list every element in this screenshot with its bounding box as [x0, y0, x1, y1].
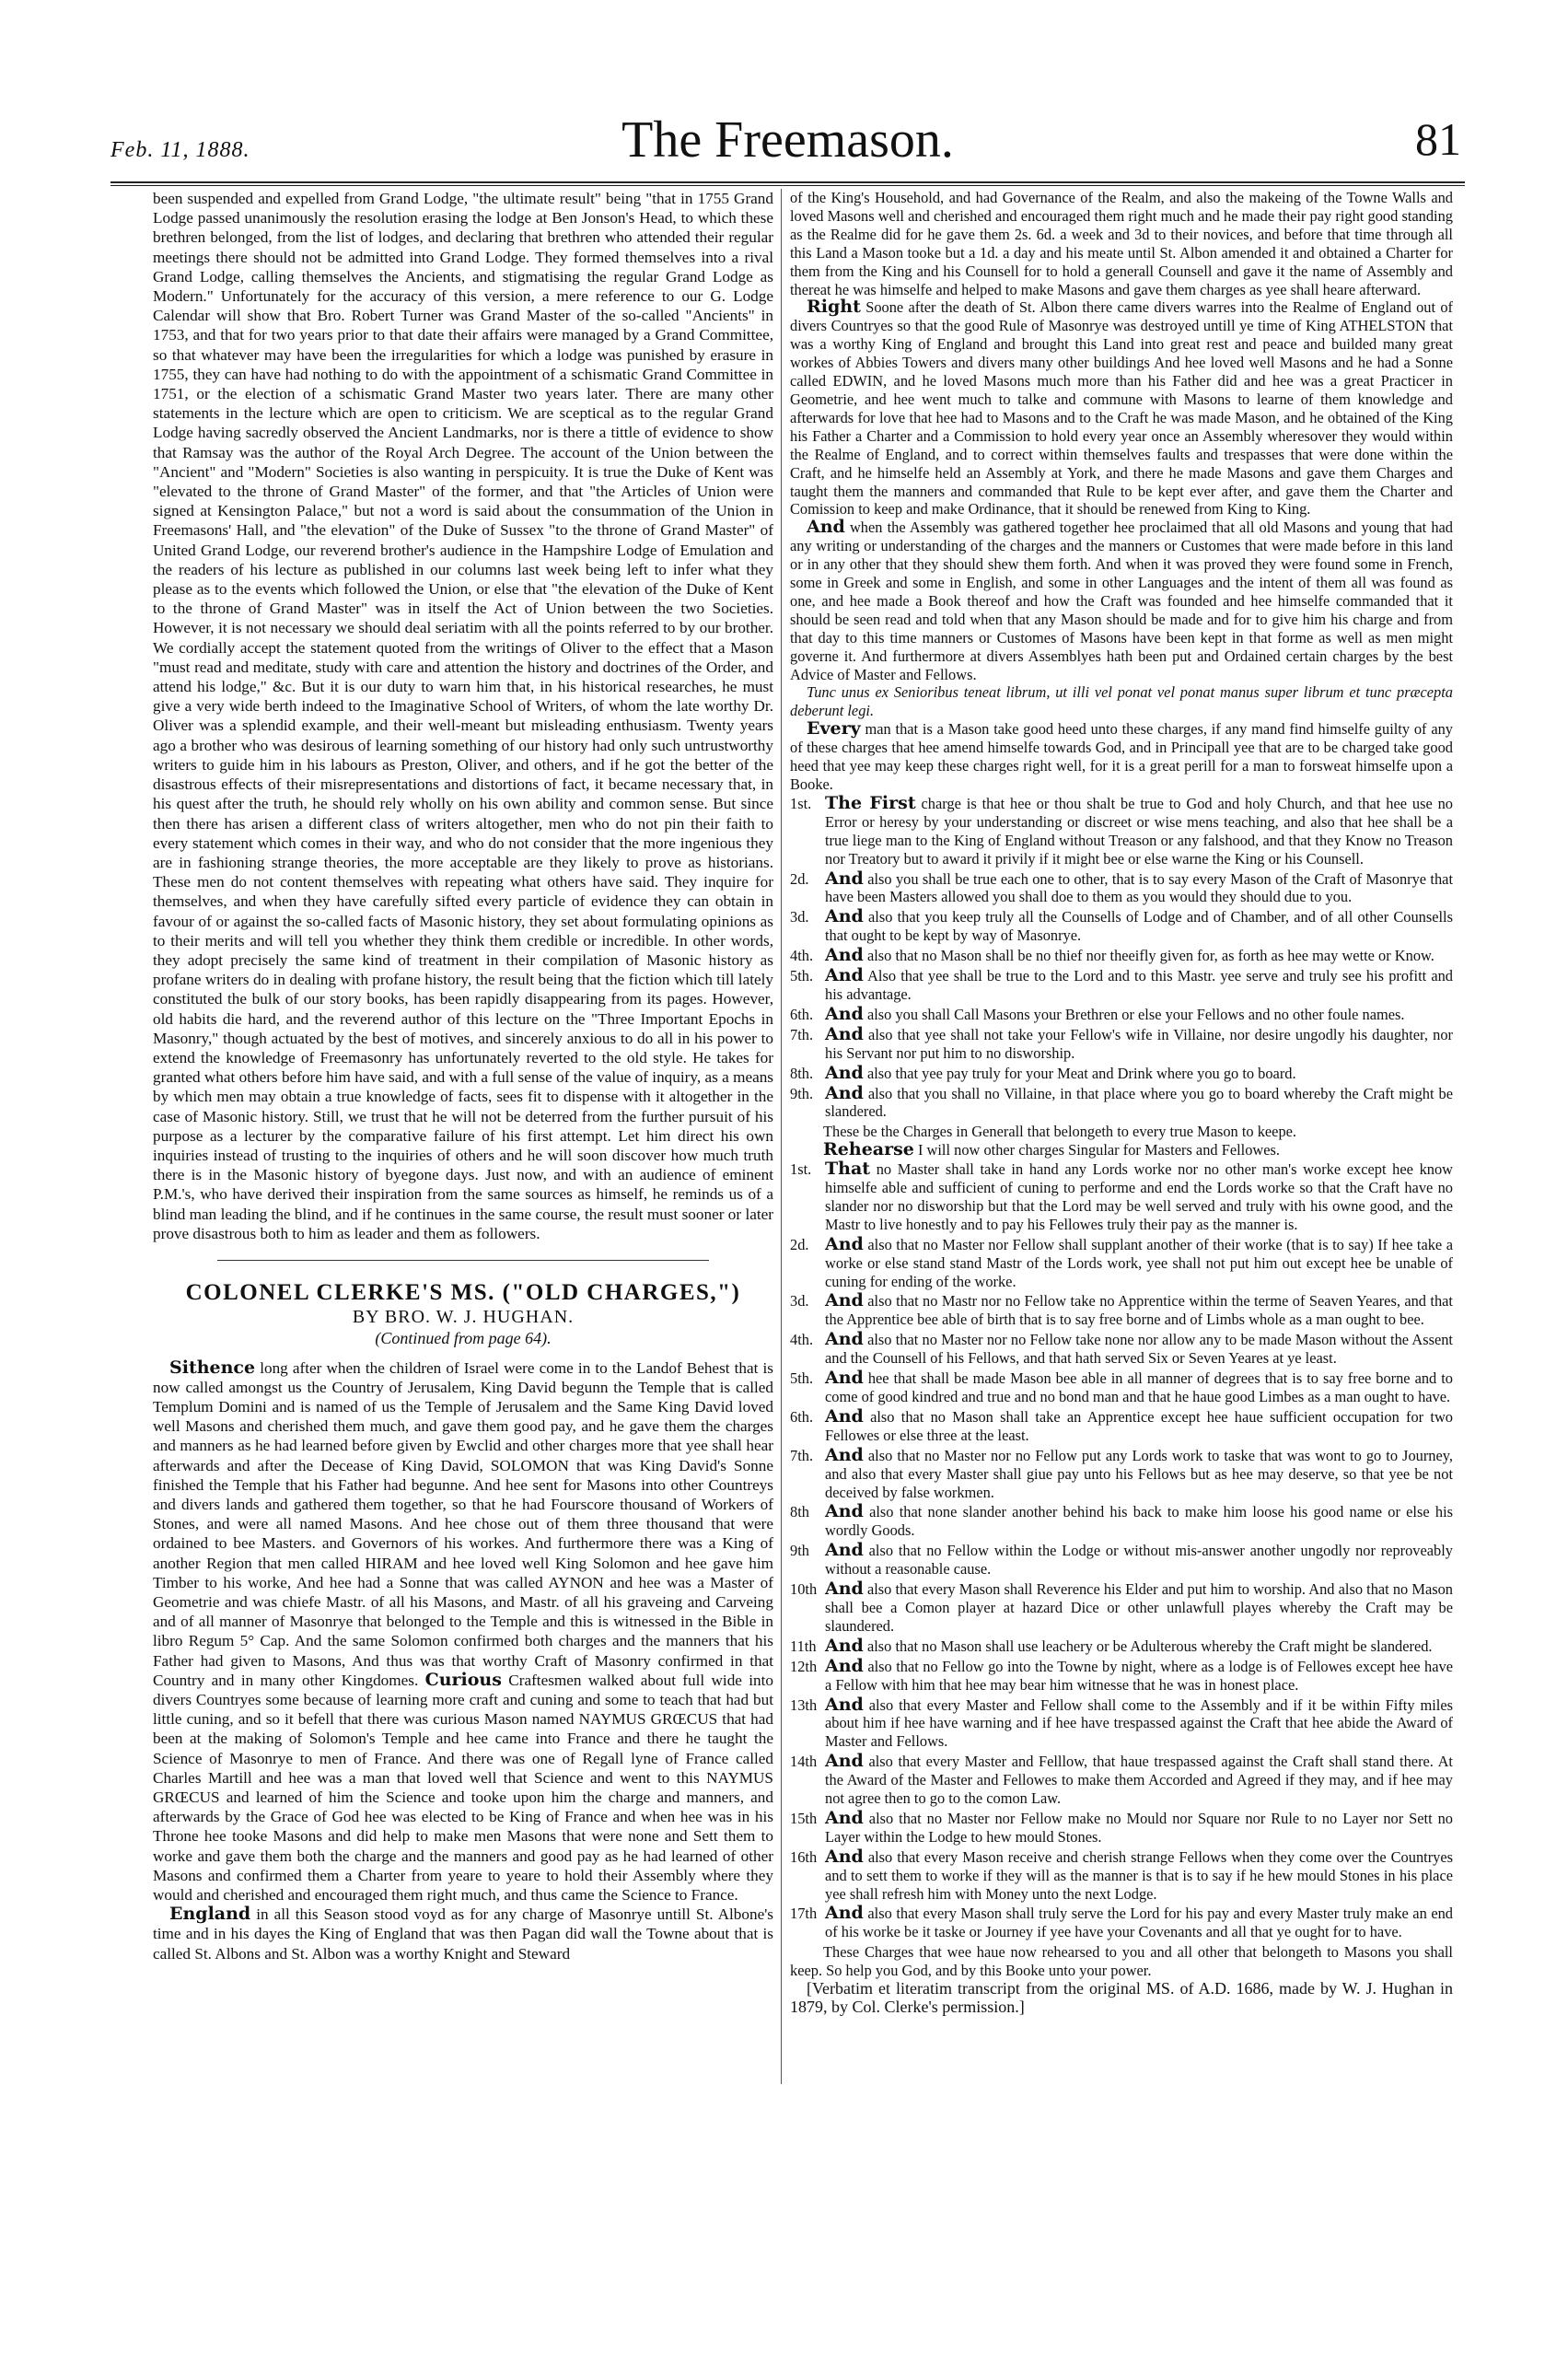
singular-charges-list: [790, 1160, 1453, 1941]
article-byline: BY BRO. W. J. HUGHAN.: [352, 1307, 575, 1328]
charge-body: charge is that hee or thou shalt be true to God and holy Church, and that hee use no Error or heresy by your understanding or discreet or wise mens teaching, and also that hee shall be a true liege man to the King of England without Treason or any falshood, and that they Know no Treason nor Treatory but to award it privily if it might bee or else warne the King or his Counsell.: [825, 794, 1453, 868]
charge-item: [790, 1292, 1453, 1329]
charge-item: [790, 1369, 1453, 1406]
charge-number: 9th: [790, 1542, 809, 1560]
page-number: 81: [1415, 113, 1461, 165]
charge-text: [825, 1807, 1453, 1847]
charge-text: [825, 792, 1453, 868]
charge-item: [790, 792, 1453, 868]
charge-body: also that no Master nor no Fellow put any Lords work to taske that was wont to go to Journey, and also that every Master shall giue pay unto his Fellows but as hee may deserve, so that yee be not deceived by false workmen.: [825, 1446, 1453, 1501]
charge-item: [790, 1503, 1453, 1540]
charge-item: [790, 1580, 1453, 1636]
charge-body: also that every Mason receive and cherish strange Fellows when they come over the Countryes and to sett them to worke if they will as the manner is that is to say if he hew mould Stones in his place yee shall refresh him with Money unto the next Lodge.: [825, 1847, 1453, 1903]
article-title: COLONEL CLERKE'S MS. ("OLD CHARGES,"): [185, 1279, 741, 1305]
ms-paragraph-text: I will now other charges Singular for Masters and Fellowes.: [913, 1141, 1280, 1159]
charge-body: also that no Mason shall be no thief nor theeifly given for, as forth as hee may wette or Know.: [863, 947, 1434, 965]
ms-paragraph-text: man that is a Mason take good heed unto these charges, if any mand find himselfe guilty of any of these charges that hee amend himselfe towards God, and in Principall yee that are to be charged take good heed that yee may keep these charges right well, for it is a great perill for a man to forsweat himselfe upon a Booke.: [790, 720, 1453, 793]
charge-body: also that you shall no Villaine, in that place where you go to board whereby the Craft might be slandered.: [825, 1084, 1453, 1121]
masthead-rule-thin: [110, 185, 1465, 186]
charge-number: 3d.: [790, 908, 809, 926]
continued-note: (Continued from page 64).: [375, 1329, 552, 1348]
charge-item: [790, 967, 1453, 1004]
charge-item: [790, 1753, 1453, 1808]
charge-text: [825, 1331, 1453, 1368]
charge-number: 11th: [790, 1637, 817, 1655]
charge-number: 8th.: [790, 1064, 814, 1082]
charge-body: also that you keep truly all the Counsells of Lodge and of Chamber, and of all other Counsells that ought to be kept by way of Masonrye.: [825, 908, 1453, 945]
blackletter-lead: And: [825, 906, 864, 927]
charge-body: also that every Master and Felllow, that haue trespassed against the Craft shall stand there. At the Award of the Master and Fellowes to make them Accorded and Agreed if they may, and if hee may not agree then to go to the comon Law.: [825, 1753, 1453, 1808]
newspaper-title: The Freemason.: [621, 111, 954, 169]
charge-number: 4th.: [790, 1331, 814, 1349]
charge-body: also that no Mason shall take an Apprentice except hee haue sufficient occupation for two Fellowes or else three at the least.: [825, 1407, 1453, 1444]
charge-number: 17th: [790, 1905, 818, 1923]
charge-number: 5th.: [790, 1369, 814, 1388]
charge-number: 5th.: [790, 967, 814, 985]
ms-paragraph-text: in all this Season stood voyd as for any charge of Masonrye untill St. Albone's time and in his dayes the King of England that was then Pagan did wall the Towne about that is called St. Albons and St. Albon was a worthy Knight and Steward: [153, 1905, 773, 1963]
charge-text: [825, 1003, 1453, 1024]
charge-item: [790, 1444, 1453, 1502]
charge-body: also that no Fellow go into the Towne by night, where as a lodge is of Fellowes except hee have a Fellow with him that hee may bear him witnesse that he was in honest place.: [825, 1657, 1453, 1694]
right-column: [790, 189, 1453, 2086]
latin-rubric: Tunc unus ex Senioribus teneat librum, ut illi vel ponat vel ponat manus super librum et tunc præcepta deberunt legi.: [790, 683, 1453, 720]
blackletter-lead: And: [825, 945, 864, 966]
blackletter-lead: And: [825, 1540, 864, 1561]
blackletter-lead: And: [825, 868, 864, 889]
charge-text: [825, 1062, 1453, 1083]
ms-paragraph-text: when the Assembly was gathered together hee proclaimed that all old Masons and young that had any writing or understanding of the charges and the manners or Customes that were made before in this land or in any other that they should shew them forth. And when it was proved they were found some in French, some in Greek and some in English, and some in other Languages and the intent of them all was found as one, and hee made a Book thereof and how the Craft was founded and hee himselfe commanded that it should be seen read and told when that any Mason should be made and for to give him his charge and from that day to this time manners or Customes of Masons have been kept in that forme as well as men might governe it. And furthermore at divers Assemblyes hath been put and Ordained certain charges by the best Advice of Master and Fellows.: [790, 518, 1453, 683]
charge-item: [790, 870, 1453, 907]
charge-number: 6th.: [790, 1407, 814, 1426]
charge-text: [825, 1637, 1453, 1656]
charge-body: also that every Mason shall Reverence his Elder and put him to worship. And also that no Mason shall bee a Comon player at hazard Dice or other unlawfull playes whereby the Craft may be slaundered.: [825, 1580, 1453, 1635]
charge-number: 8th: [790, 1503, 809, 1521]
ms-paragraph: [790, 518, 1453, 683]
issue-date: Feb. 11, 1888.: [110, 138, 250, 162]
charge-number: 6th.: [790, 1005, 814, 1023]
charge-text: [825, 947, 1453, 965]
charge-text: [825, 1160, 1453, 1234]
general-charges-note: These be the Charges in Generall that belongeth to every true Mason to keepe.: [823, 1123, 1297, 1141]
left-column: [153, 189, 773, 2095]
charge-item: [790, 1542, 1453, 1579]
charge-number: 15th: [790, 1809, 818, 1827]
charge-item: [790, 1807, 1453, 1847]
charge-text: [825, 1753, 1453, 1808]
general-charges-list: [790, 792, 1453, 1121]
blackletter-lead: The First: [825, 792, 916, 813]
ms-paragraph-text: of the King's Household, and had Governance of the Realm, and also the makeing of the Towne Walls and loved Masons well and cherished and encouraged them right much and he made their pay right good standing as the Realme did for he gave them 2s. 6d. a week and 3d to their novices, and before that time through all this Land a Mason tooke but a 1d. a day and his meate until St. Albon amended it and obtained a Charter for them from the King and his Counsell for to hold a generall Counsell and gave it the name of Assembly and thereat he was himselfe and helped to make Masons and gave them charges as yee shall heare afterward.: [790, 189, 1453, 298]
ms-paragraph-text: Soone after the death of St. Albon there came divers warres into the Realme of England out of divers Countryes so that the good Rule of Masonrye was destroyed untill ye time of King ATHELSTON that was a worthy King of England and brought this Land into great rest and peace and builded many great workes of Abbies Towers and divers many other buildings And hee loved well Masons and he had a Sonne called EDWIN, and he loved Masons much more than his Father did and hee was a great Practicer in Geometrie, and hee went much to talke and commune with Masons to learne of them knowledge and afterwards for love that hee had to Masons and to the Craft he was made Mason, and he obtained of the King his Father a Charter and a Commission to hold every year once an Assembly wheresover they would within the Realme of England, and to correct within themselves faults and trespasses that were done within the Craft, and he himselfe held an Assembly at York, and there he made Masons and gave them Charges and taught them the manners and commanded that Rule to be kept ever after, and gave them the Charter and Comission to keep and make Ordinance, that it should be renewed from King to King.: [790, 298, 1453, 518]
charge-item: [790, 1003, 1453, 1024]
charge-item: [790, 1848, 1453, 1904]
charge-body: also that no Master nor no Fellow take none nor allow any to be made Mason without the Assent and the Counsell of his Fellows, and that hath served Six or Seven Yeares at ye least.: [825, 1331, 1453, 1368]
rehearse-paragraph: [790, 1141, 1453, 1159]
charge-item: [790, 1637, 1453, 1656]
charge-text: [825, 1848, 1453, 1904]
charge-body: also that no Master nor Fellow make no Mould nor Square nor Rule to no Layer nor Sett no Layer within the Lodge to hew mould Stones.: [825, 1809, 1453, 1846]
charge-number: 13th: [790, 1695, 818, 1714]
ms-paragraph: [153, 1358, 773, 1905]
charge-text: [825, 1503, 1453, 1540]
charge-text: [825, 908, 1453, 945]
blackletter-lead: And: [807, 517, 845, 538]
charge-item: [790, 1655, 1453, 1695]
masthead-rule: [110, 181, 1465, 183]
charge-item: [790, 1905, 1453, 1941]
charge-body: hee that shall be made Mason bee able in all manner of degrees that is to say free borne and to come of good kindred and true and no bond man and that he haue good Limbes as a man ought to have.: [825, 1369, 1453, 1405]
charge-item: [790, 1062, 1453, 1083]
charge-text: [825, 1369, 1453, 1406]
blackletter-lead: And: [825, 1233, 864, 1254]
blackletter-lead: And: [825, 1635, 864, 1656]
charge-body: also that no Mason shall use leachery or be Adulterous whereby the Craft might be slandered.: [863, 1637, 1433, 1655]
charge-number: 1st.: [790, 1160, 812, 1179]
blackletter-lead: England: [169, 1904, 251, 1925]
charge-text: [825, 1444, 1453, 1502]
charge-number: 14th: [790, 1753, 818, 1771]
charge-number: 16th: [790, 1847, 818, 1866]
charge-number: 3d.: [790, 1292, 809, 1311]
charge-body: also that yee shall not take your Fellow's wife in Villaine, nor desire ungodly his daughter, nor his Servant nor put him to no disworship.: [825, 1025, 1453, 1062]
blackletter-lead: That: [825, 1159, 871, 1180]
charge-body: also you shall be true each one to other, that is to say every Mason of the Craft of Masonrye that have been Masters allowed you shall doe to them as you would they should due to you.: [825, 869, 1453, 906]
charge-number: 9th.: [790, 1084, 814, 1102]
ms-paragraph-text: Craftesmen walked about full wide into divers Countryes some because of learning more craft and cuning and some to teach that had but little cuning, and so it befell that there was curious Mason named NAYMUS GRŒCUS that had been at the making of Solomon's Temple and hee came into France and there he taught the Science of Masonrye to men of France. And there was one of Regall lyne of France called Charles Martill and hee was a man that loved well that Science and went to this NAYMUS GRŒCUS and learned of him the Science and tooke upon him the charge and manners, and afterwards by the Grace of God hee was elected to be King of France and when hee was in his Throne hee tooke Masons and did help to make men Masons that were none and Sett them to worke and gave them both the charge and the manners and good pay as he had learned of other Masons and confirmed them a Charter from yeare to yeare to hold their Assembly where they would and cherished and encouraged them right much, and thus came the Science to France.: [153, 1671, 773, 1905]
blackletter-lead: And: [825, 1807, 864, 1828]
charge-item: [790, 1331, 1453, 1368]
blackletter-lead: And: [825, 1846, 864, 1867]
blackletter-lead: And: [825, 1023, 864, 1044]
blackletter-lead: And: [825, 1501, 864, 1522]
charge-text: [825, 1023, 1453, 1063]
blackletter-lead: And: [825, 1903, 864, 1924]
charge-body: no Master shall take in hand any Lords worke nor no other man's worke except hee know himselfe able and sufficient of cuning to performe and end the Lords worke so that the Craft have no slander nor no disworship but that the Lord may be well served and truly with his owne good, and the Mastr to live honestly and to pay his Fellowes truly their pay as the manner is.: [825, 1160, 1453, 1233]
blackletter-lead: Every: [807, 718, 861, 740]
charge-item: [790, 908, 1453, 945]
charge-text: [825, 1905, 1453, 1941]
blackletter-lead: And: [825, 965, 864, 986]
charge-text: [825, 1542, 1453, 1579]
blackletter-lead: Sithence: [169, 1357, 256, 1378]
charge-text: [825, 1655, 1453, 1695]
ms-paragraph: [790, 298, 1453, 518]
charge-body: also you shall Call Masons your Brethren or else your Fellows and no other foule names.: [863, 1005, 1405, 1023]
blackletter-lead: And: [825, 1003, 864, 1024]
charge-body: also that none slander another behind his back to make him loose his good name or else his wordly Goods.: [825, 1503, 1453, 1540]
blackletter-lead: Curious: [424, 1669, 502, 1690]
ms-paragraph-text: long after when the children of Israel were come in to the Landof Behest that is now called amongst us the Country of Jerusalem, King David begunn the Temple that is called Templum Domini and is named of us the Temple of Jerusalem and the Same King David loved well Masons and cherished them much, and gave them good pay, and he gave them the charges and manners as he had learned before given by Ewclid and other charges more that yee shall hear afterwards and after the Decease of King David, SOLOMON that was King David's Sonne finished the Temple that his Father had begunne. And hee sent for Masons into other Countreys and divers lands and gathered them together, so that he had Fourscore thousand of Workers of Stones, and were all named Masons. And hee chose out of them three thousand that were ordained to bee Masters. and Governors of his workes. And furthermore there was a King of another Region that men called HIRAM and hee loved well King Solomon and hee gave him Timber to his worke, And hee had a Sonne that was called AYNON and hee was a Master of Geometrie and was chiefe Mastr. of all his Masons, and Mastr. of all his graveing and Carveing and of all manner of Masonrye that belonged to the Temple and this is witnessed in the Bible in libro Regum 5° Cap. And the same Solomon confirmed both charges and the manners that his Father had given to Masons, And thus was that worthy Craft of Masonry confirmed in that Country and in many other Kingdomes.: [153, 1358, 773, 1689]
ms-paragraph: [790, 189, 1453, 298]
every-paragraph: [790, 720, 1453, 794]
charge-body: also that no Master nor Fellow shall supplant another of their worke (that is to say) If hee take a worke or else stand stand Mastr of the Lords work, yee shall not put him out except hee be unable of cuning for ending of the worke.: [825, 1235, 1453, 1290]
blackletter-lead: And: [825, 1655, 864, 1676]
charge-number: 2d.: [790, 1235, 809, 1253]
blackletter-lead: And: [825, 1694, 864, 1715]
transcript-note: [Verbatim et literatim transcript from the original MS. of A.D. 1686, made by W. J. Hughan in 1879, by Col. Clerke's permission.]: [790, 1979, 1453, 2016]
blackletter-lead: And: [825, 1290, 864, 1311]
charge-item: [790, 1160, 1453, 1234]
charge-text: [825, 1292, 1453, 1329]
charge-body: also that every Master and Fellow shall come to the Assembly and if it be within Fifty miles about him if hee have warning and if hee have trespassed against the Craft that hee abide the Award of Master and Fellows.: [825, 1695, 1453, 1751]
blackletter-lead: And: [825, 1751, 864, 1772]
charge-text: [825, 1082, 1453, 1122]
charge-body: also that yee pay truly for your Meat and Drink where you go to board.: [863, 1064, 1296, 1082]
blackletter-lead: And: [825, 1444, 864, 1465]
charge-number: 7th.: [790, 1025, 814, 1043]
blackletter-lead: And: [825, 1329, 864, 1350]
charge-text: [825, 1696, 1453, 1752]
ms-paragraph: [153, 1905, 773, 1963]
charge-item: [790, 1082, 1453, 1122]
charge-item: [790, 1405, 1453, 1445]
charge-body: Also that yee shall be true to the Lord and to this Mastr. yee serve and truly see his profitt and his advantage.: [825, 967, 1453, 1003]
article-separator: [217, 1260, 709, 1261]
charge-number: 10th: [790, 1580, 818, 1599]
charge-text: [825, 1233, 1453, 1291]
charge-number: 4th.: [790, 947, 814, 965]
charge-item: [790, 947, 1453, 965]
charge-text: [825, 870, 1453, 907]
charge-number: 7th.: [790, 1446, 814, 1464]
blackletter-lead: And: [825, 1062, 864, 1083]
charge-number: 12th: [790, 1657, 818, 1675]
charge-text: [825, 967, 1453, 1004]
column-divider: [781, 189, 782, 2084]
charge-text: [825, 1580, 1453, 1636]
blackletter-lead: And: [825, 1405, 864, 1427]
blackletter-lead: Right: [807, 297, 861, 318]
blackletter-lead: And: [825, 1082, 864, 1103]
charge-item: [790, 1233, 1453, 1291]
blackletter-lead: Rehearse: [823, 1139, 914, 1160]
blackletter-lead: And: [825, 1579, 864, 1600]
charge-text: [825, 1405, 1453, 1445]
charge-body: also that every Mason shall truly serve the Lord for his pay and every Master truly make an end of his worke be it taske or Journey if yee have your Covenants and all that ye ought for to have.: [825, 1905, 1453, 1941]
charge-body: also that no Fellow within the Lodge or without mis-answer another ungodly nor reproveably without a reasonable cause.: [825, 1542, 1453, 1579]
editorial-paragraph: been suspended and expelled from Grand Lodge, "the ultimate result" being "that in 1755 Grand Lodge passed unanimously the resolution erasing the lodge at Ben Jonson's Head, to which these brethren belonged, from the list of lodges, and declaring that brethren who attended their regular meetings there should not be admitted into Grand Lodge. They formed themselves into a rival Grand Lodge, calling themselves the Ancients, and stigmatising the regular Grand Lodge as Modern." Unfortunately for the accuracy of this version, a mere reference to our G. Lodge Calendar will show that Bro. Robert Turner was Grand Master of the so-called "Ancients" in 1753, and that for two years prior to that date their affairs were managed by a Grand Committee, so that whatever may have been the irregularities for which a lodge was punished by erasure in 1755, they can have had nothing to do with the appointment of a schismatic Grand Committee in 1751, or the election of a schismatic Grand Master two years later. There are many other statements in the lecture which are open to criticism. We are sceptical as to the regular Grand Lodge having sacredly observed the Ancient Landmarks, nor is there a tittle of evidence to show that Ramsay was the author of the Royal Arch Degree. The account of the Union between the "Ancient" and "Modern" Societies is also wanting in perspicuity. It is true the Duke of Kent was "elevated to the throne of Grand Master" of the former, and that "the Articles of Union were signed at Kensington Palace," but not a word is said about the consummation of the Union in Freemasons' Hall, and "the elevation" of the Duke of Sussex "to the throne of Grand Master" of United Grand Lodge, our reverend brother's audience in the Hampshire Lodge of Emulation and the readers of his lecture as published in our columns last week being left to infer what they please as to the events which followed the Union, or else that "the elevation of the Duke of Kent to the throne of Grand Master" was in itself the Act of Union between the two Societies. However, it is not necessary we should deal seriatim with all the points referred to by our brother. We cordially accept the statement quoted from the writings of Oliver to the effect that a Mason "must read and meditate, study with care and attention the history and doctrines of the Order, and attend his lodge," &c. But it is our duty to warn him that, in his historical researches, he must give a very wide berth indeed to the Imaginative School of Writers, of whom the late worthy Dr. Oliver was a splendid example, and their well-meant but misleading enthusiasm. Twenty years ago a brother who was desirous of learning something of our history had only such untrustworthy writers to guide him in his labours as Preston, Oliver, and others, and if he got the better of the disastrous effects of their misrepresentations and distortions of fact, it became necessary that, in his quest after the truth, he should rely wholly on his own ability and common sense. But since then there has arisen a different class of writers altogether, men who do not pin their faith to every statement which comes in their way, and who do not consider that the more ingenious they are in fashioning strange theories, the more acceptable are they likely to prove as historians. These men do not content themselves with repeating what others have said. They inquire for themselves, and when they have carefully sifted every particle of evidence they can obtain in favour of or against the so-called facts of Masonic history, they set about formulating opinions as to their merits and will tell you whether they think them credible or incredible. In other words, they adopt precisely the same kind of treatment in their compilation of Masonic history as profane writers do in dealing with profane history, the result being that the fiction which till lately constituted the bulk of our story books, has been rapidly disappearing from its pages. However, old habits die hard, and the reverend author of this lecture on the "Three Important Epochs in Masonry," though actuated by the best of motives, and sincerely anxious to do all in his power to extend the knowledge of Freemasonry has unfortunately reverted to the old style. He takes for granted what others before him have said, and with a full sense of the value of inquiry, as a means by which men may obtain a true knowledge of facts, sees fit to dispense with it altogether in the case of Masonic history. Still, we trust that he will not be deterred from the further pursuit of his purpose as a lecturer by the comparative failure of his first attempt. Let him direct his own inquiries instead of trusting to the inquiries of others and he will soon discover how much truth there is in the Masonic history of byegone days. Just now, and with an audience of eminent P.M.'s, who have derived their inspiration from the same sources as himself, he reminds us of a blind man leading the blind, and if he continues in the same course, the result must sooner or later prove disastrous both to him as leader and them as followers.: [153, 190, 773, 1242]
charge-number: 1st.: [790, 794, 812, 812]
charge-item: [790, 1023, 1453, 1063]
blackletter-lead: And: [825, 1368, 864, 1389]
charge-body: also that no Mastr nor no Fellow take no Apprentice within the terme of Seaven Yeares, and that the Apprentice bee able of birth that is to say free borne and of Limbs whole as a man ought to bee.: [825, 1292, 1453, 1329]
charge-item: [790, 1696, 1453, 1752]
closing-paragraph: These Charges that wee haue now rehearsed to you and all other that belongeth to Masons you shall keep. So help you God, and by this Booke unto your power.: [790, 1943, 1453, 1980]
charge-number: 2d.: [790, 869, 809, 888]
masthead: [110, 109, 1465, 173]
